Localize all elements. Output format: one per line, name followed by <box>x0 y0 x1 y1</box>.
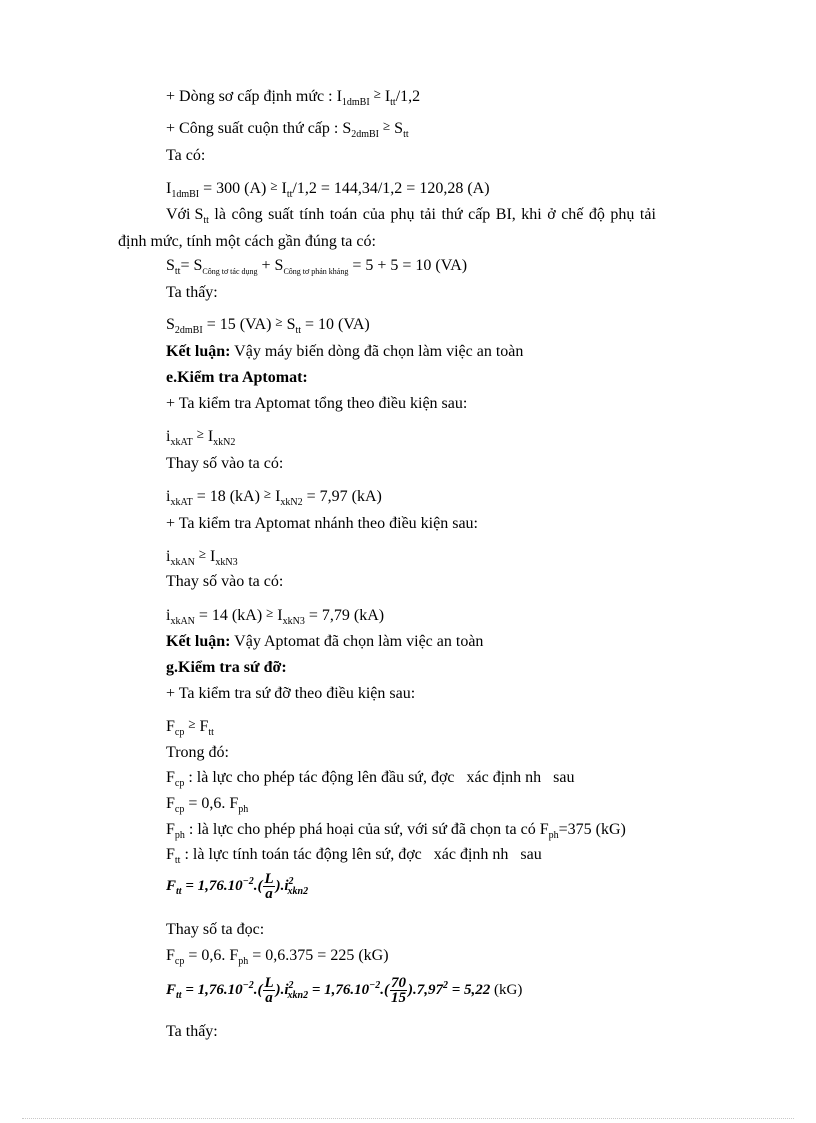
fraction: $\frac{L}{a}$ <box>264 975 274 1006</box>
text-line: $F_{ph}$ : là lực cho phép phá hoại của sứ, với sứ đã chọn ta có $F_{ph}=375$ (kG) <box>166 821 626 841</box>
text-line: $I_{1dmBI} = 300$ $(A) \ge I_{tt}/1,2 = 144,34/1,2 = 120,28$ (A) <box>166 178 490 200</box>
text-line: Ta thấy: <box>166 284 218 301</box>
page-footer-border <box>22 1118 794 1119</box>
formula-ftt: $F_{tt} = 1,76.10^{-2}$.( $\frac{L}{a}$ )$.i^2_{xkn2}$ <box>166 871 309 902</box>
text-line: $i_{xkAT} = 18$ $(kA) \ge I_{xkN2} = 7,97$ (kA) <box>166 486 382 508</box>
text-line: Ta có: <box>166 147 206 164</box>
text-line: $F_{cp} \ge F_{tt}$ <box>166 716 214 738</box>
text-line: Thay số ta đọc: <box>166 921 265 938</box>
fraction: $\frac{70}{15}$ <box>390 975 406 1006</box>
text-line: Thay số vào ta có: <box>166 455 284 472</box>
text-line: $F_{cp} = 0,6$. $F_{ph}$ <box>166 795 249 815</box>
text-line: $F_{tt}$ : là lực tính toán tác động lên sứ, đợc xác định nh sau <box>166 846 542 866</box>
text-line: $i_{xkAN} \ge I_{xkN3}$ <box>166 546 238 568</box>
formula-ftt-substituted: $F_{tt} = 1,76.10^{-2}$.( $\frac{L}{a}$ )$.i^2_{xkn2} = 1,76.10^{-2}$.( $\frac{70}{15}$ )$.7,97^2 = 5,22$ (kG) <box>166 975 523 1006</box>
text-line: $i_{xkAT} \ge I_{xkN2}$ <box>166 426 236 448</box>
text-line: + Dòng sơ cấp định mức : $I_{1dmBI} \ge I_{tt}/1,2$ <box>166 86 421 108</box>
conclusion-line: Kết luận: Vậy Aptomat đã chọn làm việc an toàn <box>166 633 484 650</box>
text-line: Với $S_{tt}$ là công suất tính toán của phụ tải thứ cấp BI, khi ở chế độ phụ tải <box>166 206 656 226</box>
fraction: $\frac{L}{a}$ <box>264 871 274 902</box>
text-line: Ta thấy: <box>166 1023 218 1040</box>
text-line: $F_{cp}$ : là lực cho phép tác động lên đầu sứ, đợc xác định nh sau <box>166 769 575 789</box>
text-line: $S_{2dmBI} = 15$ $(VA) \ge S_{tt} = 10$ (VA) <box>166 314 370 336</box>
text-line: $i_{xkAN} = 14$ $(kA) \ge I_{xkN3} = 7,79$ (kA) <box>166 605 385 627</box>
text-line: + Công suất cuộn thứ cấp : $S_{2dmBI} \ge S_{tt}$ <box>166 118 409 140</box>
section-heading: g.Kiểm tra sứ đỡ: <box>166 659 287 676</box>
text-line: Thay số vào ta có: <box>166 573 284 590</box>
text-line: Trong đó: <box>166 744 229 761</box>
text-line: $S_{tt}= S_{Công tơ tác dụng} + S_{Công tơ phản kháng} = 5 + 5 = 10$ (VA) <box>166 257 468 277</box>
conclusion-line: Kết luận: Vậy máy biến dòng đã chọn làm việc an toàn <box>166 343 524 360</box>
section-heading: e.Kiểm tra Aptomat: <box>166 369 308 386</box>
text-line: + Ta kiểm tra Aptomat nhánh theo điều kiện sau: <box>166 515 478 532</box>
text-line: $F_{cp} = 0,6$. $F_{ph} = 0,6.375 = 225$ (kG) <box>166 947 389 967</box>
text-line: + Ta kiểm tra Aptomat tổng theo điều kiện sau: <box>166 395 468 412</box>
text-line: + Ta kiểm tra sứ đỡ theo điều kiện sau: <box>166 685 416 702</box>
text-line: định mức, tính một cách gần đúng ta có: <box>118 233 376 250</box>
